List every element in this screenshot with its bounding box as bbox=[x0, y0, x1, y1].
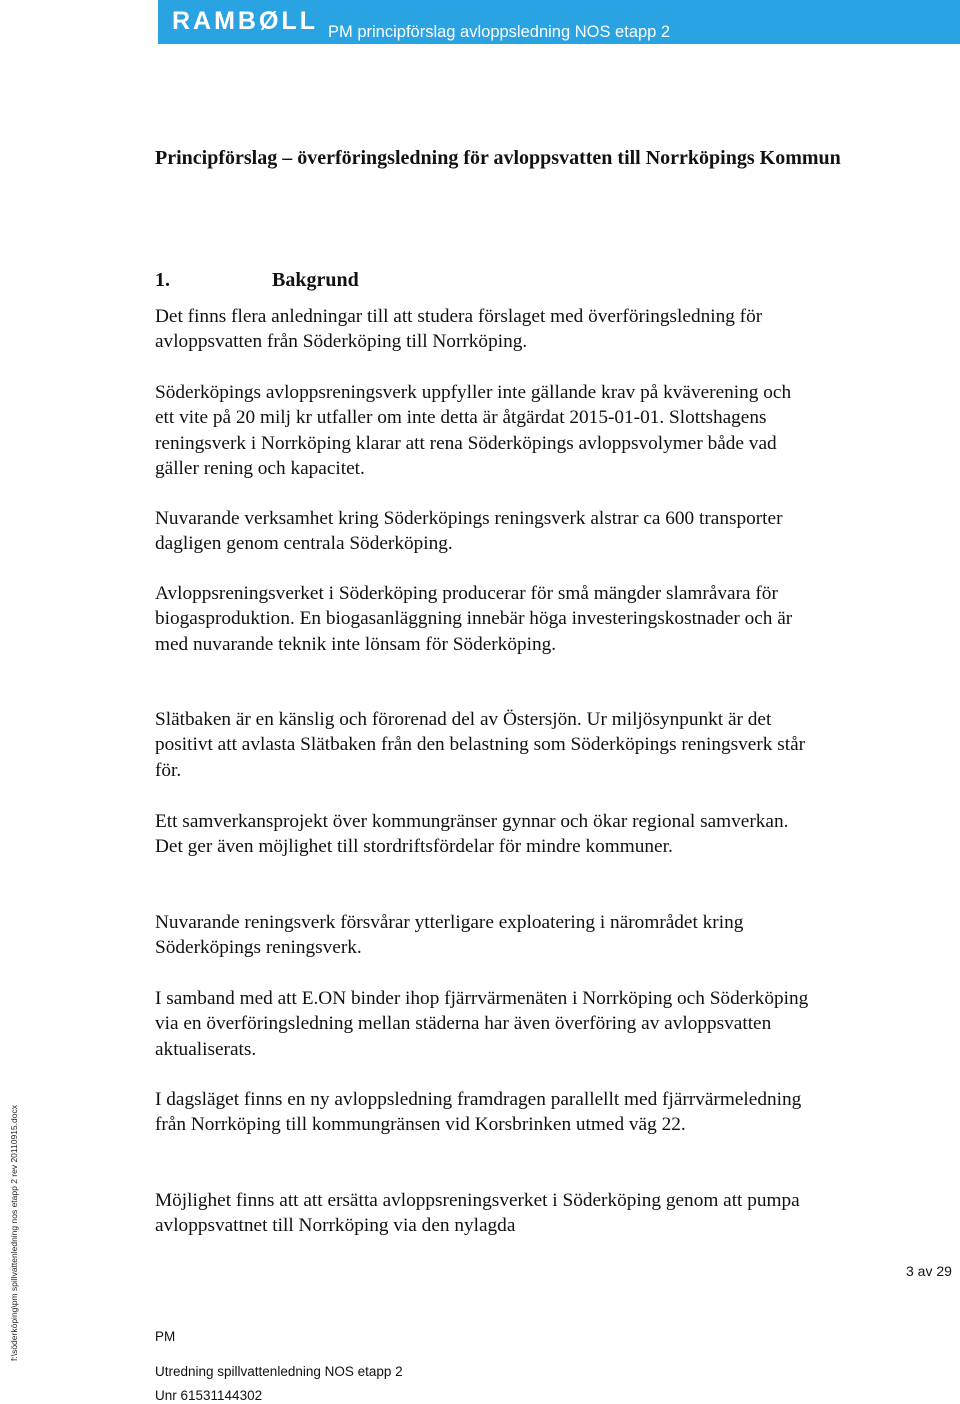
paragraph: Nuvarande verksamhet kring Söderköpings reningsverk alstrar ca 600 transporter dagligen genom centrala Söderköping. bbox=[155, 508, 783, 555]
paragraph: Det finns flera anledningar till att studera förslaget med överföringsledning för avloppsvatten från Söderköping till Norrköping. bbox=[155, 306, 763, 353]
paragraph: Ett samverkansprojekt över kommungränser gynnar och ökar regional samverkan. Det ger även möjlighet till stordriftsfördelar för mindre kommuner. bbox=[155, 811, 789, 858]
paragraph: I dagsläget finns en ny avloppsledning framdragen parallellt med fjärrvärmeledning från Norrköping till kommungränsen vid Korsbrinken utmed väg 22. bbox=[155, 1089, 802, 1136]
footer-doc-name: Utredning spillvattenledning NOS etapp 2 bbox=[155, 1364, 403, 1379]
paragraph: I samband med att E.ON binder ihop fjärrvärmenäten i Norrköping och Söderköping via en överföringsledning mellan städerna har även överföring av avloppsvatten aktualiserats. bbox=[155, 988, 809, 1060]
rambgll-logo: RAMBØLL bbox=[172, 7, 318, 35]
file-path: f:\söderköping\pm spillvattenledning nos etapp 2 rev 20110915.docx bbox=[9, 1105, 19, 1361]
paragraph: Slätbaken är en känslig och förorenad del av Östersjön. Ur miljösynpunkt är det positivt att avlasta Slätbaken från den belastning som Söderköpings reningsverk står för. bbox=[155, 709, 806, 781]
section-title: Bakgrund bbox=[272, 269, 359, 291]
header-title: PM principförslag avloppsledning NOS etapp 2 bbox=[328, 23, 671, 41]
document-title: Principförslag – överföringsledning för avloppsvatten till Norrköpings Kommun bbox=[155, 147, 841, 169]
paragraph: Möjlighet finns att att ersätta avloppsreningsverket i Söderköping genom att pumpa avloppsvattnet till Norrköping via den nylagda bbox=[155, 1190, 800, 1237]
page-number: 3 av 29 bbox=[906, 1263, 952, 1279]
paragraph: Söderköpings avloppsreningsverk uppfyller inte gällande krav på kväverening och ett vite på 20 milj kr utfaller om inte detta är åtgärdat 2015-01-01. Slottshagens reningsverk i Norrköping klarar att rena Söderköpings avloppsvolymer både vad gäller rening och kapacitet. bbox=[155, 382, 792, 479]
footer-reference: Unr 61531144302 bbox=[155, 1388, 263, 1403]
footer-doc-type: PM bbox=[155, 1329, 176, 1344]
section-number: 1. bbox=[155, 269, 170, 291]
section-heading bbox=[155, 267, 359, 293]
paragraph: Nuvarande reningsverk försvårar ytterligare exploatering i närområdet kring Söderköpings reningsverk. bbox=[155, 912, 744, 959]
paragraph: Avloppsreningsverket i Söderköping producerar för små mängder slamråvara för biogasproduktion. En biogasanläggning innebär höga investeringskostnader och är med nuvarande teknik inte lönsam för Söderköping. bbox=[155, 583, 793, 655]
